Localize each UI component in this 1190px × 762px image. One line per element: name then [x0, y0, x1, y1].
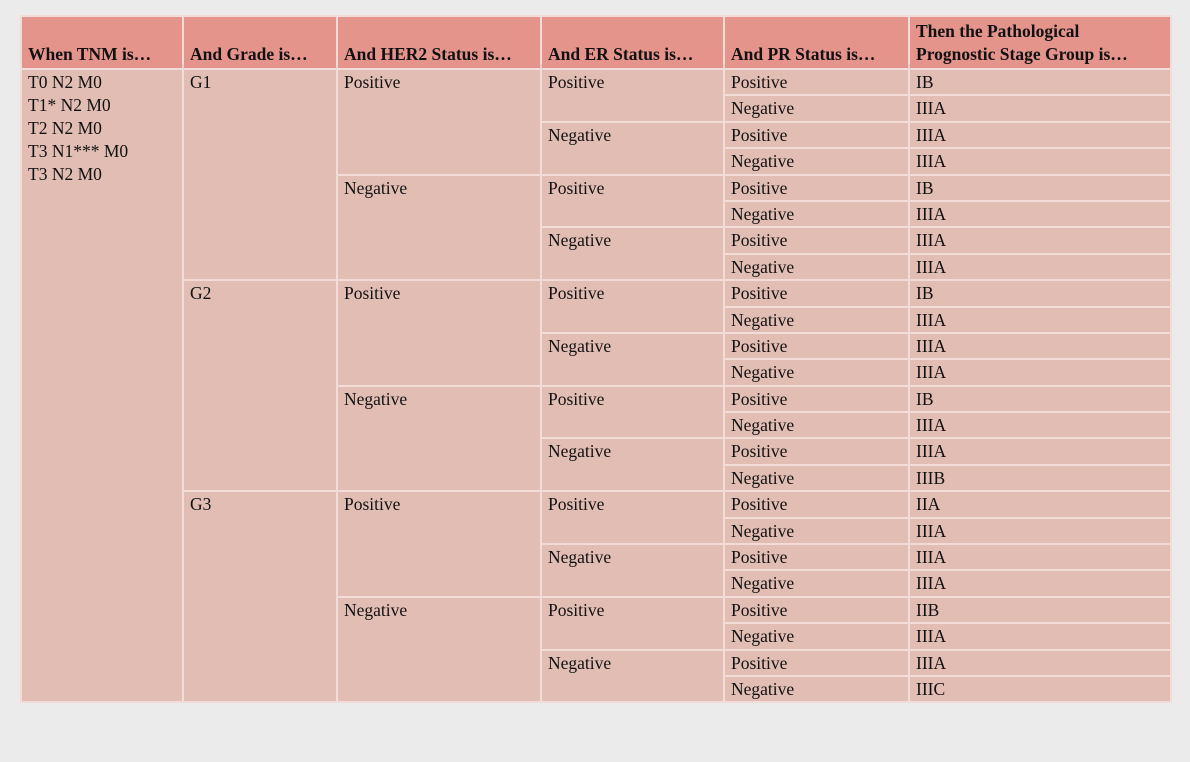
stage-cell: IIIA [909, 95, 1171, 121]
table-body [21, 69, 1171, 702]
stage-cell: IIIA [909, 359, 1171, 385]
staging-table [20, 15, 1172, 703]
stage-cell: IIIA [909, 201, 1171, 227]
pr-cell: Positive [724, 386, 909, 412]
header-stage [909, 16, 1171, 69]
pr-cell: Positive [724, 597, 909, 623]
stage-cell: IIIC [909, 676, 1171, 702]
pr-cell: Positive [724, 280, 909, 306]
her2-cell: Positive [337, 69, 541, 175]
er-cell: Positive [541, 69, 724, 122]
grade-cell: G2 [183, 280, 337, 491]
er-cell: Positive [541, 386, 724, 439]
er-cell: Negative [541, 544, 724, 597]
tnm-cell [21, 69, 183, 702]
stage-cell: IIIA [909, 518, 1171, 544]
tnm-value: T1* N2 M0 [28, 95, 111, 115]
pr-cell: Positive [724, 650, 909, 676]
stage-cell: IIIA [909, 333, 1171, 359]
stage-cell: IIIB [909, 465, 1171, 491]
er-cell: Negative [541, 333, 724, 386]
staging-table-container [20, 15, 1170, 748]
header-tnm: When TNM is… [21, 16, 183, 69]
grade-cell: G3 [183, 491, 337, 702]
pr-cell: Negative [724, 201, 909, 227]
pr-cell: Positive [724, 544, 909, 570]
header-row [21, 16, 1171, 69]
header-grade: And Grade is… [183, 16, 337, 69]
er-cell: Negative [541, 650, 724, 703]
pr-cell: Negative [724, 676, 909, 702]
er-cell: Positive [541, 491, 724, 544]
stage-cell: IB [909, 69, 1171, 95]
her2-cell: Negative [337, 597, 541, 703]
stage-cell: IIIA [909, 254, 1171, 280]
pr-cell: Positive [724, 333, 909, 359]
pr-cell: Negative [724, 254, 909, 280]
her2-cell: Negative [337, 386, 541, 492]
er-cell: Positive [541, 280, 724, 333]
stage-cell: IB [909, 175, 1171, 201]
header-er: And ER Status is… [541, 16, 724, 69]
pr-cell: Negative [724, 148, 909, 174]
pr-cell: Positive [724, 122, 909, 148]
stage-cell: IB [909, 386, 1171, 412]
pr-cell: Negative [724, 570, 909, 596]
er-cell: Negative [541, 227, 724, 280]
tnm-value: T2 N2 M0 [28, 118, 102, 138]
er-cell: Positive [541, 175, 724, 228]
her2-cell: Positive [337, 491, 541, 597]
pr-cell: Negative [724, 95, 909, 121]
stage-cell: IIIA [909, 412, 1171, 438]
pr-cell: Positive [724, 175, 909, 201]
tnm-value: T3 N1*** M0 [28, 141, 129, 161]
tnm-value: T3 N2 M0 [28, 164, 102, 184]
pr-cell: Negative [724, 518, 909, 544]
header-pr: And PR Status is… [724, 16, 909, 69]
er-cell: Negative [541, 122, 724, 175]
header-stage-line1: Then the Pathological [916, 21, 1080, 41]
pr-cell: Negative [724, 307, 909, 333]
her2-cell: Negative [337, 175, 541, 281]
stage-cell: IIIA [909, 307, 1171, 333]
pr-cell: Negative [724, 465, 909, 491]
pr-cell: Positive [724, 69, 909, 95]
stage-cell: IIIA [909, 623, 1171, 649]
stage-cell: IIB [909, 597, 1171, 623]
stage-cell: IIIA [909, 148, 1171, 174]
table-row [21, 69, 1171, 95]
stage-cell: IIIA [909, 570, 1171, 596]
pr-cell: Negative [724, 359, 909, 385]
tnm-value: T0 N2 M0 [28, 72, 102, 92]
stage-cell: IIIA [909, 650, 1171, 676]
stage-cell: IIIA [909, 122, 1171, 148]
stage-cell: IB [909, 280, 1171, 306]
header-her2: And HER2 Status is… [337, 16, 541, 69]
stage-cell: IIIA [909, 544, 1171, 570]
stage-cell: IIIA [909, 438, 1171, 464]
grade-cell: G1 [183, 69, 337, 280]
pr-cell: Positive [724, 438, 909, 464]
er-cell: Positive [541, 597, 724, 650]
stage-cell: IIA [909, 491, 1171, 517]
her2-cell: Positive [337, 280, 541, 386]
pr-cell: Negative [724, 412, 909, 438]
table-row [21, 491, 1171, 517]
stage-cell: IIIA [909, 227, 1171, 253]
pr-cell: Negative [724, 623, 909, 649]
header-stage-line2: Prognostic Stage Group is… [916, 44, 1128, 64]
pr-cell: Positive [724, 227, 909, 253]
er-cell: Negative [541, 438, 724, 491]
pr-cell: Positive [724, 491, 909, 517]
table-row [21, 280, 1171, 306]
